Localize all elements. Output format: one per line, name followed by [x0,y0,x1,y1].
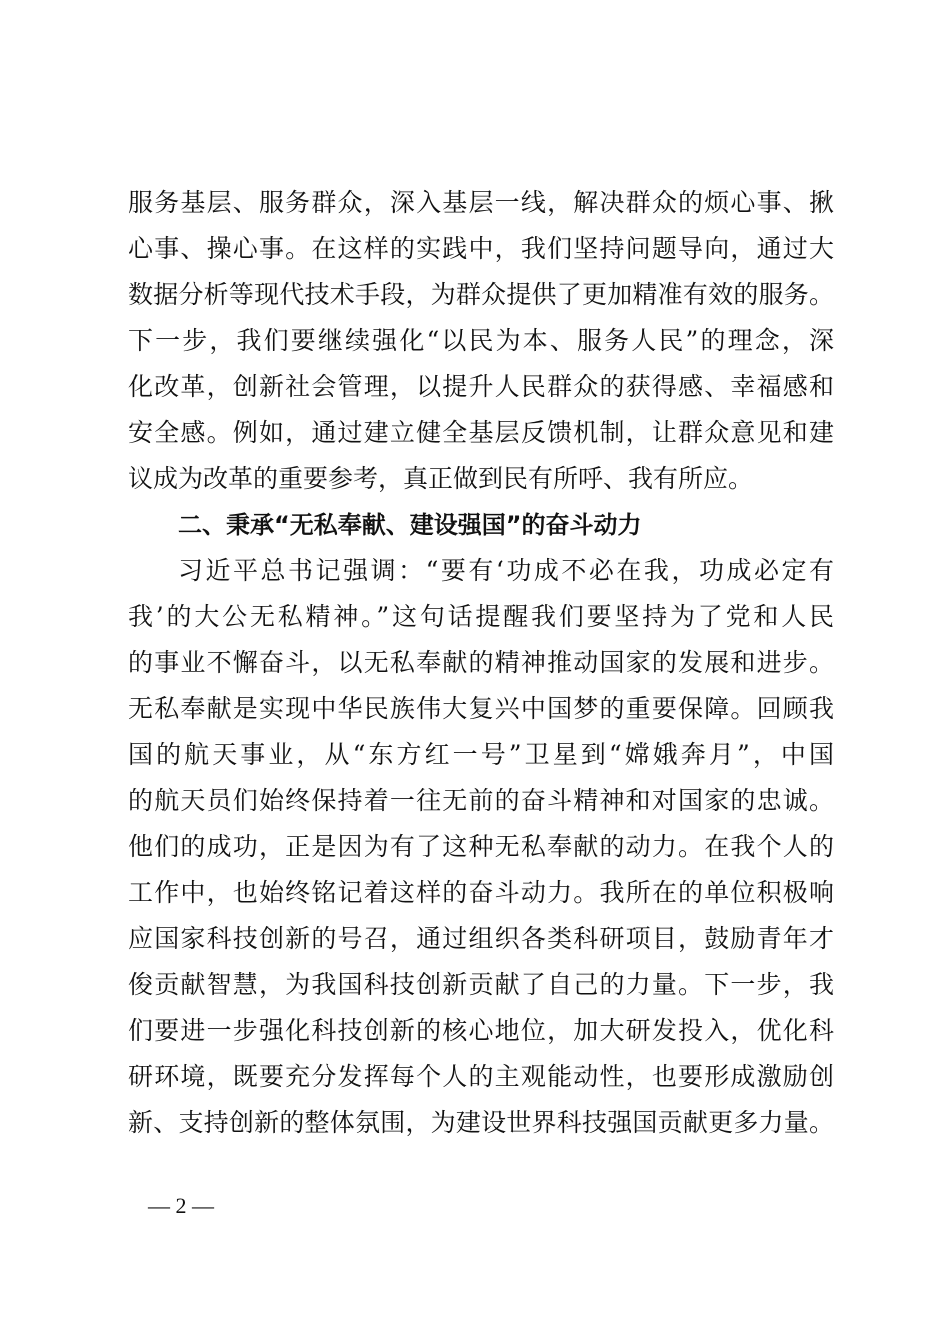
paragraph-2-line-11: 们要进一步强化科技创新的核心地位，加大研发投入，优化科 [128,1016,834,1045]
paragraph-2-line-4: 无私奉献是实现中华民族伟大复兴中国梦的重要保障。回顾我 [128,694,834,723]
paragraph-1-line-3: 数据分析等现代技术手段，为群众提供了更加精准有效的服务。 [128,280,834,309]
paragraph-2-line-7: 他们的成功，正是因为有了这种无私奉献的动力。在我个人的 [128,832,834,861]
paragraph-2-line-1: 习近平总书记强调：“要有‘功成不必在我，功成必定有 [178,556,834,585]
paragraph-2-line-3: 的事业不懈奋斗，以无私奉献的精神推动国家的发展和进步。 [128,648,834,677]
paragraph-1-line-4: 下一步，我们要继续强化“以民为本、服务人民”的理念，深 [128,326,834,355]
paragraph-2-line-2: 我’的大公无私精神。”这句话提醒我们要坚持为了党和人民 [128,602,834,631]
paragraph-1-line-1: 服务基层、服务群众，深入基层一线，解决群众的烦心事、揪 [128,188,834,217]
paragraph-2-line-8: 工作中，也始终铭记着这样的奋斗动力。我所在的单位积极响 [128,878,834,907]
paragraph-2-line-10: 俊贡献智慧，为我国科技创新贡献了自己的力量。下一步，我 [128,970,834,999]
paragraph-2-line-5: 国的航天事业，从“东方红一号”卫星到“嫦娥奔月”，中国 [128,740,834,769]
page-number: — 2 — [148,1193,214,1218]
paragraph-2-line-13: 新、支持创新的整体氛围，为建设世界科技强国贡献更多力量。 [128,1108,834,1137]
paragraph-1-line-5: 化改革，创新社会管理，以提升人民群众的获得感、幸福感和 [128,372,834,401]
paragraph-2-line-12: 研环境，既要充分发挥每个人的主观能动性，也要形成激励创 [128,1062,834,1091]
section-heading: 二、秉承“无私奉献、建设强国”的奋斗动力 [178,511,642,539]
paragraph-2-line-6: 的航天员们始终保持着一往无前的奋斗精神和对国家的忠诚。 [128,786,834,815]
paragraph-2-line-9: 应国家科技创新的号召，通过组织各类科研项目，鼓励青年才 [128,924,834,953]
paragraph-1-line-7: 议成为改革的重要参考，真正做到民有所呼、我有所应。 [128,464,754,493]
paragraph-1-line-2: 心事、操心事。在这样的实践中，我们坚持问题导向，通过大 [128,234,834,263]
paragraph-1-line-6: 安全感。例如，通过建立健全基层反馈机制，让群众意见和建 [128,418,834,447]
